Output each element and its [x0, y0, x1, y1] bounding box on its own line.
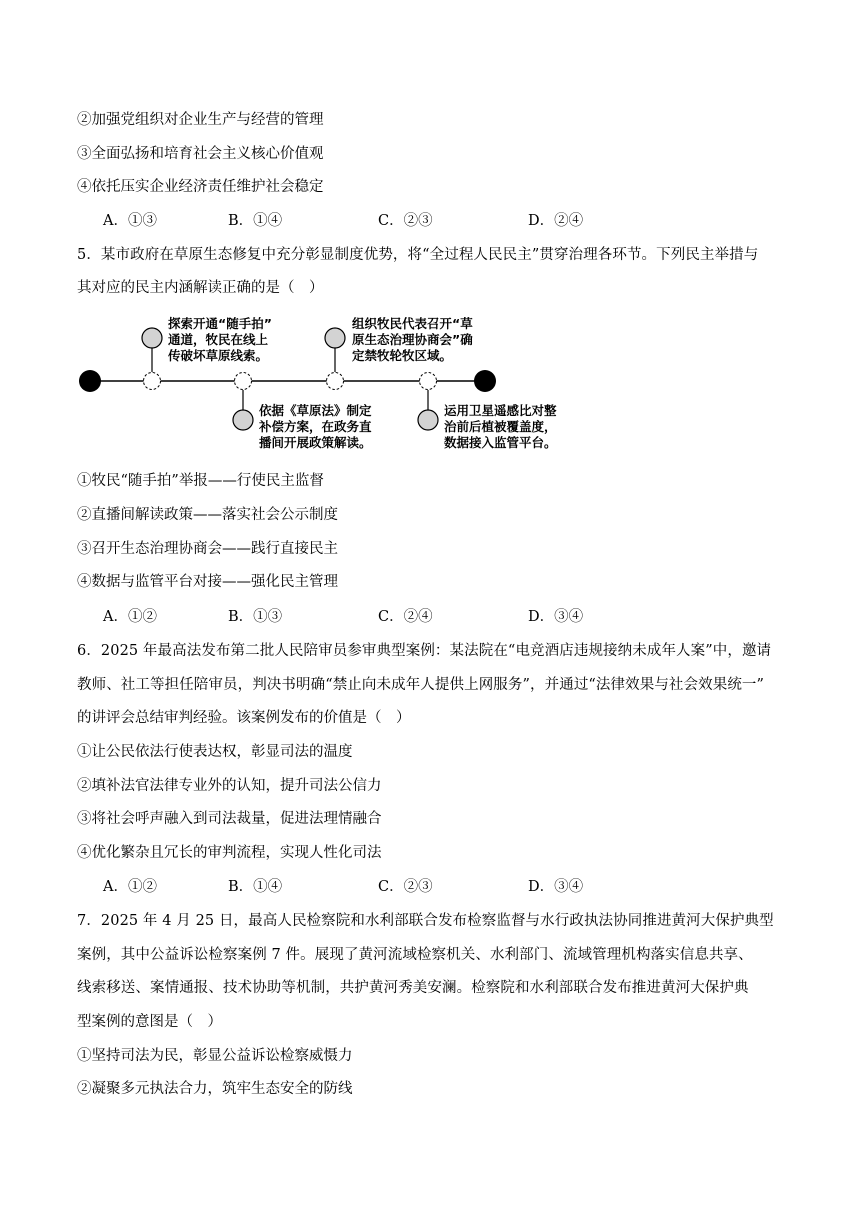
- q6-item-3: ③将社会呼声融入到司法裁量，促进法理情融合: [77, 811, 382, 827]
- q6-option-a[interactable]: A．①②: [103, 879, 157, 895]
- q5-option-c[interactable]: C．②④: [378, 609, 433, 625]
- bottom-right-marker: [418, 410, 438, 430]
- q6-item-1: ①让公民依法行使表达权，彰显司法的温度: [77, 744, 353, 760]
- q5-options: [103, 608, 803, 626]
- q4-options: [103, 212, 803, 230]
- q6-stem-line-2: 教师、社工等担任陪审员，判决书明确“禁止向未成年人提供上网服务”，并通过“法律效果与社会效果统一”: [77, 677, 765, 693]
- q7-item-2: ②凝聚多元执法合力，筑牢生态安全的防线: [77, 1081, 353, 1097]
- bottom-left-marker: [233, 410, 253, 430]
- top-left-text-2: 通道，牧民在线上: [168, 332, 269, 347]
- q4-option-d[interactable]: D．②④: [528, 213, 584, 229]
- q5-option-b[interactable]: B．①③: [228, 609, 283, 625]
- timeline-node-1: [144, 373, 161, 390]
- bottom-right-text-3: 数据接入监管平台。: [444, 435, 557, 450]
- bottom-right-text-2: 治前后植被覆盖度，: [444, 419, 557, 434]
- q7-stem-line-3: 线索移送、案情通报、技术协助等机制，共护黄河秀美安澜。检察院和水利部联合发布推进黄河大保护典: [77, 980, 749, 996]
- timeline-node-3: [327, 373, 344, 390]
- bottom-right-text-1: 运用卫星遥感比对整: [444, 403, 557, 418]
- q5-item-4: ④数据与监管平台对接——强化民主管理: [77, 574, 338, 590]
- q7-stem-line-1: 7．2025 年 4 月 25 日，最高人民检察院和水利部联合发布检察监督与水行政执法协同推进黄河大保护典型: [77, 913, 774, 929]
- top-left-text-3: 传破坏草原线索。: [168, 348, 269, 363]
- timeline-end-dot: [474, 370, 496, 392]
- bottom-left-text-1: 依据《草原法》制定: [259, 403, 372, 418]
- q5-timeline-diagram: [72, 310, 557, 460]
- top-right-text-3: 定禁牧轮牧区域。: [352, 348, 453, 363]
- q6-stem-line-1: 6．2025 年最高法发布第二批人民陪审员参审典型案例：某法院在“电竞酒店违规接纳未成年人案”中，邀请: [77, 643, 772, 659]
- q5-item-3: ③召开生态治理协商会——践行直接民主: [77, 541, 338, 557]
- q5-item-2: ②直播间解读政策——落实社会公示制度: [77, 507, 338, 523]
- q6-option-c[interactable]: C．②③: [378, 879, 433, 895]
- q6-stem-line-3: 的讲评会总结审判经验。该案例发布的价值是（ ）: [77, 710, 411, 726]
- timeline-start-dot: [79, 370, 101, 392]
- q5-item-1: ①牧民“随手拍”举报——行使民主监督: [77, 473, 324, 489]
- q7-item-1: ①坚持司法为民，彰显公益诉讼检察威慑力: [77, 1048, 353, 1064]
- q4-option-b[interactable]: B．①④: [228, 213, 283, 229]
- q5-option-d[interactable]: D．③④: [528, 609, 584, 625]
- q6-option-b[interactable]: B．①④: [228, 879, 283, 895]
- top-left-marker: [142, 328, 162, 348]
- q4-option-c[interactable]: C．②③: [378, 213, 433, 229]
- bottom-left-text-2: 补偿方案，在政务直: [259, 419, 372, 434]
- q4-item-3: ③全面弘扬和培育社会主义核心价值观: [77, 146, 324, 162]
- q4-item-4: ④依托压实企业经济责任维护社会稳定: [77, 179, 324, 195]
- timeline-node-2: [235, 373, 252, 390]
- q5-stem-line-1: 5．某市政府在草原生态修复中充分彰显制度优势，将“全过程人民民主”贯穿治理各环节。下列民主举措与: [77, 247, 759, 263]
- q7-stem-line-2: 案例，其中公益诉讼检察案例 7 件。展现了黄河流域检察机关、水利部门、流域管理机构落实信息共享、: [77, 947, 753, 963]
- q5-option-a[interactable]: A．①②: [103, 609, 157, 625]
- q6-options: [103, 878, 803, 896]
- top-left-text-1: 探索开通“随手拍”: [168, 316, 272, 331]
- q6-option-d[interactable]: D．③④: [528, 879, 584, 895]
- bottom-left-text-3: 播间开展政策解读。: [259, 435, 372, 450]
- top-right-text-2: 原生态治理协商会”确: [352, 332, 473, 347]
- top-right-text-1: 组织牧民代表召开“草: [352, 316, 473, 331]
- top-right-marker: [325, 328, 345, 348]
- q6-item-2: ②填补法官法律专业外的认知，提升司法公信力: [77, 778, 382, 794]
- q7-stem-line-4: 型案例的意图是（ ）: [77, 1014, 222, 1030]
- q4-item-2: ②加强党组织对企业生产与经营的管理: [77, 112, 324, 128]
- q6-item-4: ④优化繁杂且冗长的审判流程，实现人性化司法: [77, 845, 382, 861]
- q4-option-a[interactable]: A．①③: [103, 213, 157, 229]
- q5-stem-line-2: 其对应的民主内涵解读正确的是（ ）: [77, 280, 324, 296]
- timeline-node-4: [420, 373, 437, 390]
